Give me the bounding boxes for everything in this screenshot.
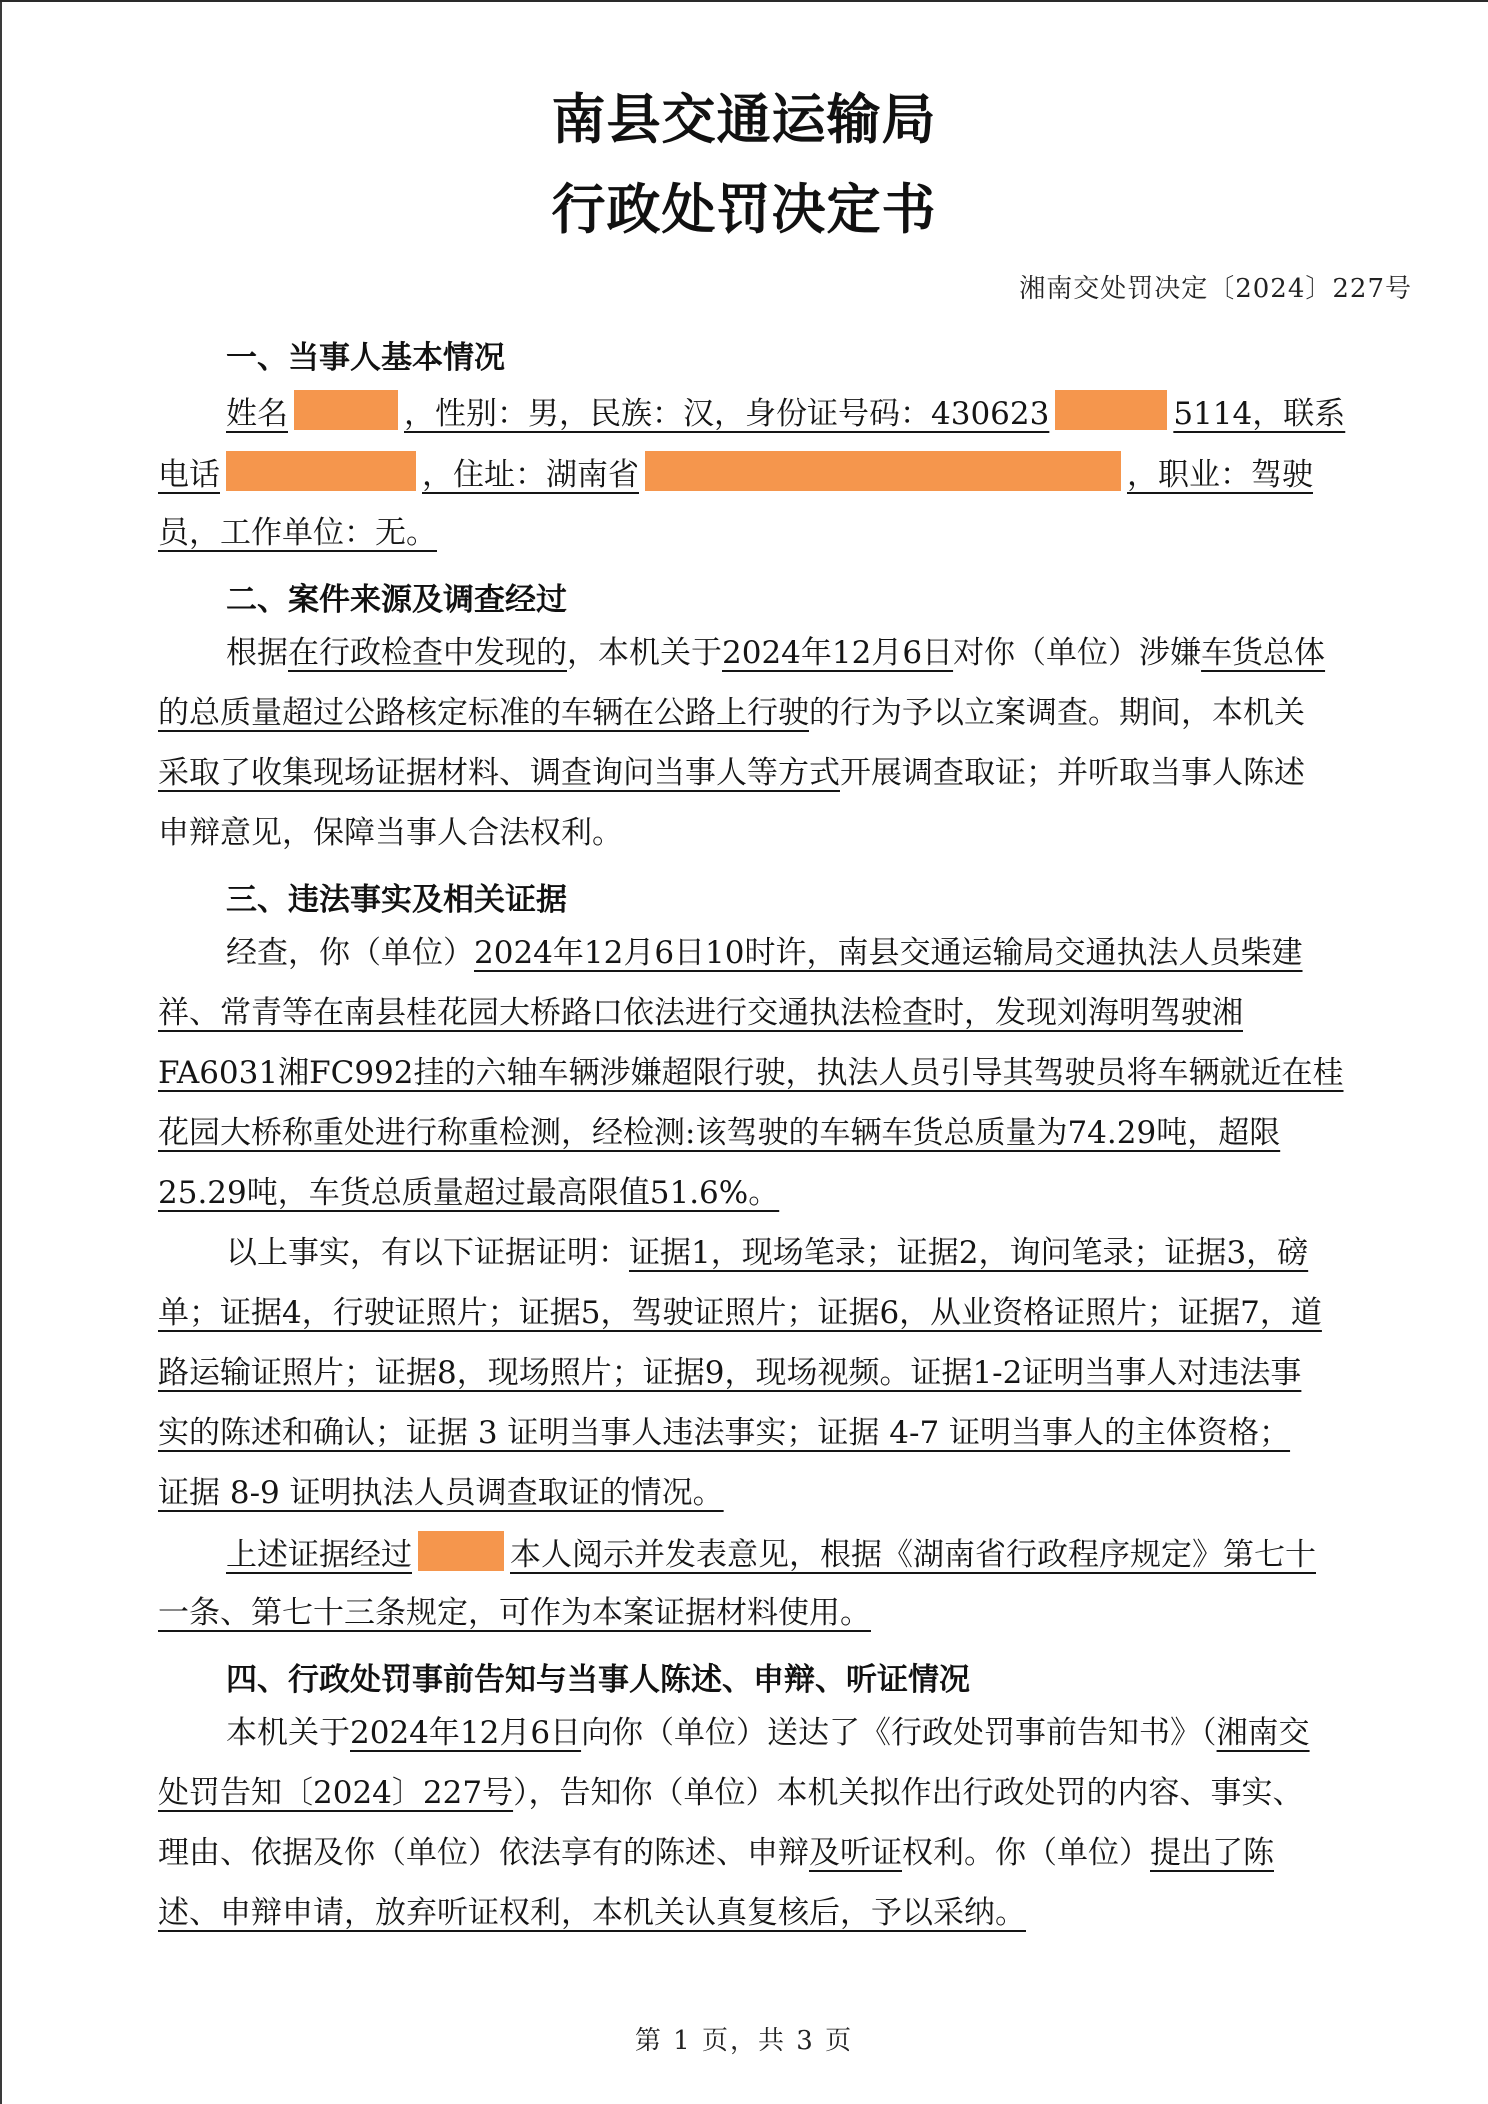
party-info-text	[158, 457, 1313, 493]
issuer-title: 南县交通运输局	[551, 88, 937, 151]
evidence-line-1	[226, 1231, 1308, 1275]
evidence-review-line-1	[226, 1531, 1316, 1577]
paragraph-text: ，本机关于	[567, 635, 722, 671]
paragraph-text: ），告知你（单位）本机关拟作出行政处罚的内容、事实、	[513, 1775, 1304, 1811]
redacted-id-number	[1055, 390, 1167, 430]
notice-number: 处罚告知〔2024〕227号	[158, 1775, 514, 1811]
party-info-text: ，性别：男，民族：汉，身份证号码：430623	[404, 396, 1050, 432]
violation-type: 车货总体	[1201, 635, 1326, 671]
paragraph-text: 向你（单位）送达了《行政处罚事前告知书》（	[581, 1715, 1217, 1751]
facts-line-5	[158, 1171, 779, 1215]
case-source-line-2	[158, 691, 1305, 735]
section-heading-notice: 四、行政处罚事前告知与当事人陈述、申辩、听证情况	[226, 1662, 970, 1698]
facts-text: 花园大桥称重处进行称重检测，经检测:该驾驶的车辆车货总质量为74.29吨，超限	[158, 1115, 1281, 1151]
facts-line-2	[158, 991, 1243, 1035]
section-heading-case-source: 二、案件来源及调查经过	[226, 582, 567, 618]
party-response: 述、申辩申请，放弃听证权利，本机关认真复核后，予以采纳。	[158, 1895, 1026, 1931]
evidence-list: 实的陈述和确认；证据 3 证明当事人违法事实；证据 4-7 证明当事人的主体资格；	[158, 1415, 1291, 1451]
occupation-label: ，职业：驾驶	[1127, 457, 1313, 493]
evidence-line-3	[158, 1351, 1301, 1395]
case-source-line-3	[158, 751, 1305, 795]
phone-label: 电话	[158, 457, 220, 493]
facts-line-3	[158, 1051, 1344, 1095]
evidence-list: 单；证据4，行驶证照片；证据5，驾驶证照片；证据6，从业资格证照片；证据7，道	[158, 1295, 1322, 1331]
paragraph-text: 本人阅示并发表意见，根据《湖南省行政程序规定》第七十	[510, 1537, 1316, 1573]
document-title: 行政处罚决定书	[551, 178, 937, 241]
hearing-right: 及听证	[809, 1835, 902, 1871]
facts-text: 25.29吨，车货总质量超过最高限值51.6%。	[158, 1175, 780, 1211]
party-info-line-1	[226, 390, 1345, 436]
case-date: 2024年12月6日	[722, 635, 954, 671]
address-label: ，住址：湖南省	[422, 457, 639, 493]
party-response: 提出了陈	[1150, 1835, 1274, 1871]
paragraph-text: 本机关于	[226, 1715, 350, 1751]
evidence-list: 路运输证照片；证据8，现场照片；证据9，现场视频。证据1-2证明当事人对违法事	[158, 1355, 1302, 1391]
notice-line-4	[158, 1891, 1026, 1935]
party-info-line-3	[158, 511, 437, 555]
evidence-list: 证据 8-9 证明执法人员调查取证的情况。	[158, 1475, 724, 1511]
violation-type: 的总质量超过公路核定标准的车辆在公路上行驶	[158, 695, 809, 731]
paragraph-text: 的行为予以立案调查。期间，本机关	[809, 695, 1305, 731]
case-source-line-1	[226, 631, 1325, 675]
facts-text: 2024年12月6日10时许，南县交通运输局交通执法人员柴建	[474, 935, 1303, 971]
page-number: 第 1 页，共 3 页	[634, 2026, 854, 2056]
evidence-list: 证据1，现场笔录；证据2，询问笔录；证据3，磅	[629, 1235, 1309, 1271]
notice-line-3	[158, 1831, 1274, 1875]
evidence-line-5	[158, 1471, 724, 1515]
redacted-name	[294, 390, 398, 430]
paragraph-text: 以上事实，有以下证据证明：	[226, 1235, 629, 1271]
paragraph-text: 开展调查取证；并听取当事人陈述	[840, 755, 1305, 791]
investigation-method: 采取了收集现场证据材料、调查询问当事人等方式	[158, 755, 840, 791]
facts-text: FA6031湘FC992挂的六轴车辆涉嫌超限行驶，执法人员引导其驾驶员将车辆就近在桂	[158, 1055, 1344, 1091]
notice-line-1	[226, 1711, 1310, 1755]
party-info-line-2	[158, 451, 1313, 497]
notice-date: 2024年12月6日	[350, 1715, 582, 1751]
case-origin: 在行政检查中发现的	[288, 635, 567, 671]
paragraph-text: 根据	[226, 635, 288, 671]
paragraph-text: 理由、依据及你（单位）依法享有的陈述、申辩	[158, 1835, 809, 1871]
evidence-review-text	[226, 1537, 1316, 1573]
facts-text: 祥、常青等在南县桂花园大桥路口依法进行交通执法检查时，发现刘海明驾驶湘	[158, 995, 1243, 1031]
paragraph-text: 对你（单位）涉嫌	[953, 635, 1202, 671]
notice-line-2	[158, 1771, 1304, 1815]
redacted-phone	[226, 451, 416, 491]
party-info-text	[226, 396, 1345, 432]
redacted-address	[645, 451, 1121, 491]
facts-line-4	[158, 1111, 1280, 1155]
evidence-review-text: 一条、第七十三条规定，可作为本案证据材料使用。	[158, 1595, 871, 1631]
notice-number: 湘南交	[1216, 1715, 1310, 1751]
page-left-edge	[0, 2, 2, 2104]
document-number: 湘南交处罚决定〔2024〕227号	[1019, 274, 1412, 304]
facts-line-1	[226, 931, 1303, 975]
name-label: 姓名	[226, 396, 288, 432]
evidence-line-2	[158, 1291, 1322, 1335]
redacted-party-name	[418, 1531, 504, 1571]
paragraph-text: 申辩意见，保障当事人合法权利。	[158, 815, 623, 851]
case-source-line-4	[158, 811, 623, 855]
party-info-text: 5114，联系	[1173, 396, 1346, 432]
paragraph-text: 上述证据经过	[226, 1537, 412, 1573]
paragraph-text: 权利。你（单位）	[902, 1835, 1150, 1871]
section-heading-party: 一、当事人基本情况	[226, 340, 505, 376]
paragraph-text: 经查，你（单位）	[226, 935, 474, 971]
evidence-line-4	[158, 1411, 1290, 1455]
party-info-text: 员，工作单位：无。	[158, 515, 437, 551]
evidence-review-line-2	[158, 1591, 871, 1635]
section-heading-facts: 三、违法事实及相关证据	[226, 882, 567, 918]
